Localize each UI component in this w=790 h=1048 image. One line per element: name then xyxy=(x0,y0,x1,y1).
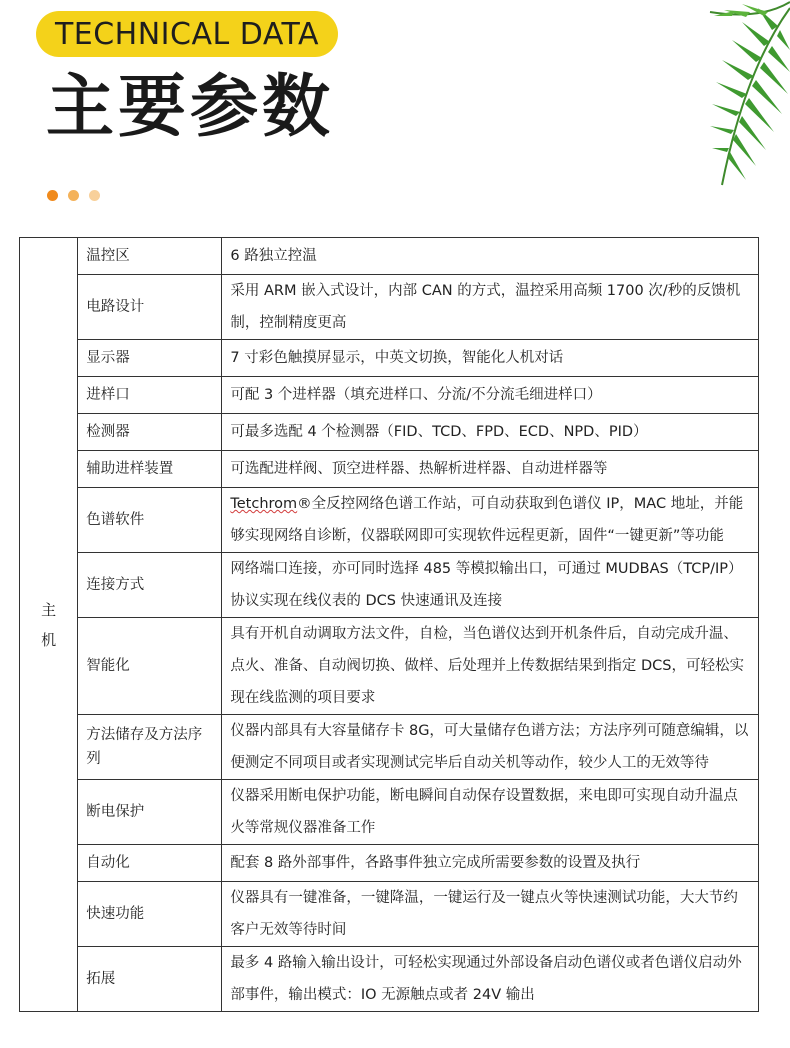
table-row xyxy=(20,845,759,882)
decorative-dots xyxy=(47,190,100,201)
table-row xyxy=(20,377,759,414)
row-value: 可最多选配 4 个检测器（FID、TCD、FPD、ECD、NPD、PID） xyxy=(222,414,759,451)
row-value xyxy=(222,488,759,553)
group-cell-host: 主 机 xyxy=(20,238,78,1012)
row-label: 自动化 xyxy=(78,845,222,882)
row-label: 检测器 xyxy=(78,414,222,451)
row-label: 电路设计 xyxy=(78,275,222,340)
palm-leaf-icon xyxy=(650,0,790,195)
brand-name: Tetchrom xyxy=(230,496,298,512)
table-row xyxy=(20,238,759,275)
dot-icon xyxy=(68,190,79,201)
table-row xyxy=(20,947,759,1012)
row-label: 显示器 xyxy=(78,340,222,377)
page-title: 主要参数 xyxy=(46,68,335,147)
table-row xyxy=(20,553,759,618)
row-value: 仪器具有一键准备，一键降温，一键运行及一键点火等快速测试功能，大大节约客户无效等待时间 xyxy=(222,882,759,947)
table-row xyxy=(20,451,759,488)
table-row xyxy=(20,715,759,780)
row-value: 7 寸彩色触摸屏显示，中英文切换，智能化人机对话 xyxy=(222,340,759,377)
badge-text: TECHNICAL DATA xyxy=(54,16,320,52)
spec-table xyxy=(19,237,759,1012)
dot-icon xyxy=(89,190,100,201)
table-row xyxy=(20,488,759,553)
row-label: 方法储存及方法序列 xyxy=(78,715,222,780)
row-value: 网络端口连接，亦可同时选择 485 等模拟输出口，可通过 MUDBAS（TCP/IP）协议实现在线仪表的 DCS 快速通讯及连接 xyxy=(222,553,759,618)
row-label: 智能化 xyxy=(78,618,222,715)
technical-data-badge xyxy=(36,11,338,57)
table-row xyxy=(20,618,759,715)
row-value: 最多 4 路输入输出设计，可轻松实现通过外部设备启动色谱仪或者色谱仪启动外部事件，输出模式：IO 无源触点或者 24V 输出 xyxy=(222,947,759,1012)
row-value: 仪器采用断电保护功能，断电瞬间自动保存设置数据，来电即可实现自动升温点火等常规仪器准备工作 xyxy=(222,780,759,845)
dot-icon xyxy=(47,190,58,201)
row-value: 配套 8 路外部事件，各路事件独立完成所需要参数的设置及执行 xyxy=(222,845,759,882)
row-value: 可选配进样阀、顶空进样器、热解析进样器、自动进样器等 xyxy=(222,451,759,488)
row-label: 进样口 xyxy=(78,377,222,414)
table-row xyxy=(20,780,759,845)
table-row xyxy=(20,340,759,377)
row-label: 连接方式 xyxy=(78,553,222,618)
row-label: 温控区 xyxy=(78,238,222,275)
row-value: 6 路独立控温 xyxy=(222,238,759,275)
row-value-text: ®全反控网络色谱工作站，可自动获取到色谱仪 IP，MAC 地址，并能够实现网络自诊断，仪器联网即可实现软件远程更新，固件“一键更新”等功能 xyxy=(230,496,744,544)
table-row xyxy=(20,882,759,947)
row-label: 辅助进样装置 xyxy=(78,451,222,488)
row-value: 仪器内部具有大容量储存卡 8G，可大量储存色谱方法；方法序列可随意编辑，以便测定不同项目或者实现测试完毕后自动关机等动作，较少人工的无效等待 xyxy=(222,715,759,780)
row-value: 具有开机自动调取方法文件，自检，当色谱仪达到开机条件后，自动完成升温、点火、准备、自动阀切换、做样、后处理并上传数据结果到指定 DCS，可轻松实现在线监测的项目要求 xyxy=(222,618,759,715)
row-label: 快速功能 xyxy=(78,882,222,947)
row-label: 拓展 xyxy=(78,947,222,1012)
row-label: 断电保护 xyxy=(78,780,222,845)
table-row xyxy=(20,275,759,340)
row-value: 采用 ARM 嵌入式设计，内部 CAN 的方式，温控采用高频 1700 次/秒的反馈机制，控制精度更高 xyxy=(222,275,759,340)
table-row xyxy=(20,414,759,451)
row-label: 色谱软件 xyxy=(78,488,222,553)
row-value: 可配 3 个进样器（填充进样口、分流/不分流毛细进样口） xyxy=(222,377,759,414)
